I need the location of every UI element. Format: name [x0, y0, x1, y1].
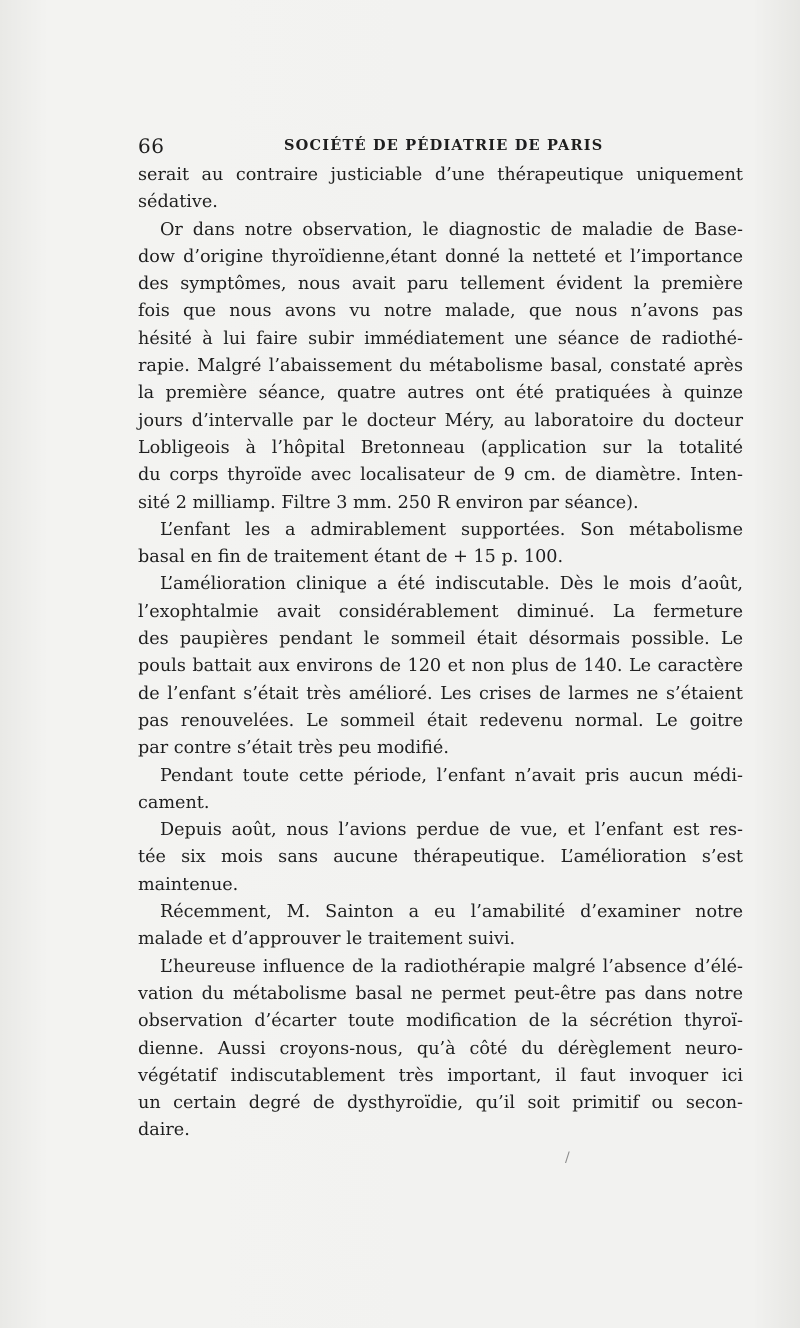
text-line: serait au contraire justiciable d’une thérapeutique uniquement	[138, 165, 743, 185]
text-line: pas renouvelées. Le sommeil était redevenu normal. Le goitre	[138, 710, 743, 731]
text-line: malade et d’approuver le traitement suivi.	[138, 929, 516, 950]
page-header	[138, 134, 743, 158]
page-number: 66	[138, 134, 165, 158]
text-line: tée six mois sans aucune thérapeutique. L’amélioration s’est	[138, 847, 743, 868]
text-line: l’exophtalmie avait considérablement diminué. La fermeture	[138, 601, 743, 622]
text-line: basal en fin de traitement étant de + 15 p. 100.	[138, 547, 564, 568]
text-line: Or dans notre observation, le diagnostic de maladie de Base-	[160, 219, 743, 240]
text-line: dienne. Aussi croyons-nous, qu’à côté du dérèglement neuro-	[138, 1038, 743, 1059]
text-line: L’amélioration clinique a été indiscutable. Dès le mois d’août,	[160, 574, 743, 595]
text-line: des symptômes, nous avait paru tellement évident la première	[138, 274, 743, 295]
text-line: la première séance, quatre autres ont été pratiquées à quinze	[138, 383, 743, 404]
text-line: Pendant toute cette période, l’enfant n’avait pris aucun médi-	[160, 765, 743, 786]
text-line: de l’enfant s’était très amélioré. Les crises de larmes ne s’étaient	[138, 683, 743, 704]
text-line: des paupières pendant le sommeil était désormais possible. Le	[138, 629, 743, 650]
running-title: SOCIÉTÉ DE PÉDIATRIE DE PARIS	[284, 137, 604, 154]
text-line: un certain degré de dysthyroïdie, qu’il soit primitif ou secon-	[138, 1093, 743, 1114]
text-line: cament.	[138, 792, 210, 813]
text-line: Lobligeois à l’hôpital Bretonneau (application sur la totalité	[138, 437, 743, 458]
text-line: maintenue.	[138, 874, 239, 895]
text-line: rapie. Malgré l’abaissement du métabolisme basal, constaté après	[138, 356, 743, 377]
text-line: observation d’écarter toute modification de la sécrétion thyroï-	[138, 1011, 743, 1032]
text-line: pouls battait aux environs de 120 et non plus de 140. Le caractère	[138, 656, 743, 677]
text-line: L’enfant les a admirablement supportées. Son métabolisme	[160, 519, 743, 540]
stray-pencil-mark: /	[565, 1150, 570, 1166]
text-line: du corps thyroïde avec localisateur de 9 cm. de diamètre. Inten-	[138, 465, 743, 486]
text-line: L’heureuse influence de la radiothérapie malgré l’absence d’élé-	[160, 956, 743, 977]
text-line: Récemment, M. Sainton a eu l’amabilité d’examiner notre	[160, 902, 743, 923]
text-line: Depuis août, nous l’avions perdue de vue, et l’enfant est res-	[160, 820, 743, 841]
text-line: jours d’intervalle par le docteur Méry, au laboratoire du docteur	[138, 410, 743, 431]
text-line: sédative.	[138, 192, 218, 213]
text-line: sité 2 milliamp. Filtre 3 mm. 250 R environ par séance).	[138, 492, 639, 513]
text-line: fois que nous avons vu notre malade, que nous n’avons pas	[138, 301, 743, 322]
text-line: hésité à lui faire subir immédiatement une séance de radiothé-	[138, 328, 743, 349]
text-line: daire.	[138, 1120, 190, 1141]
body-text	[138, 162, 743, 1145]
text-line: végétatif indiscutablement très important, il faut invoquer ici	[138, 1065, 743, 1086]
text-line: par contre s’était très peu modifié.	[138, 738, 449, 759]
text-line: dow d’origine thyroïdienne,étant donné la netteté et l’importance	[138, 246, 743, 267]
text-line: vation du métabolisme basal ne permet peut-être pas dans notre	[138, 983, 743, 1004]
